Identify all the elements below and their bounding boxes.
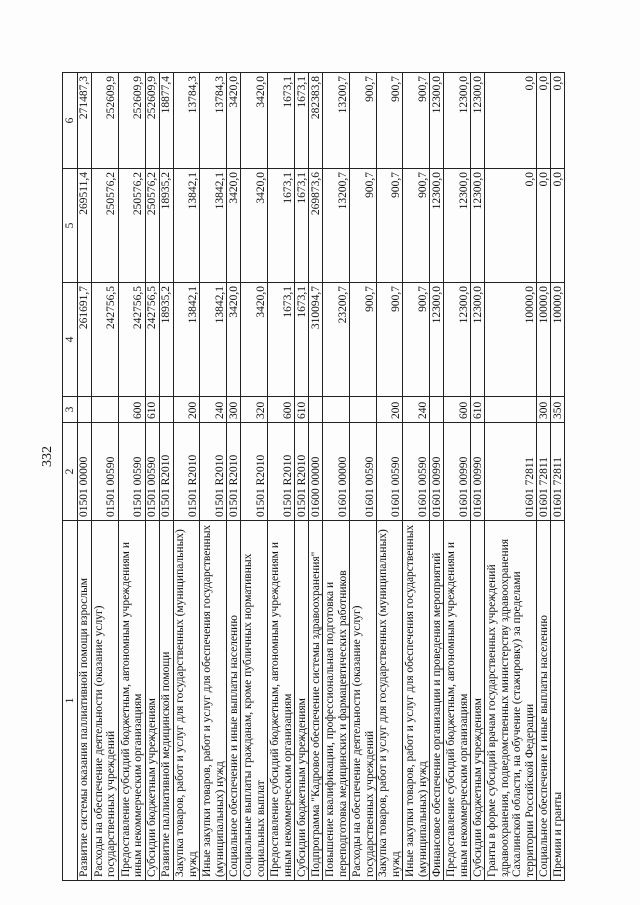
table-cell-c6: 900,7 <box>403 73 430 169</box>
table-cell-c6: 271487,3 <box>78 73 92 169</box>
table-cell-c4: 18935,2 <box>160 283 174 397</box>
table-cell-code: 01601 00990 <box>444 423 471 521</box>
table-cell-c5: 3420,0 <box>241 169 268 283</box>
table-cell-c5: 250576,2 <box>119 169 146 283</box>
table-cell-c4: 242756,5 <box>92 283 119 397</box>
table-cell-c4: 261691,7 <box>78 283 92 397</box>
table-cell-vr <box>160 397 174 423</box>
table-cell-c4: 10000,0 <box>551 283 565 397</box>
table-cell-c6: 900,7 <box>377 73 403 169</box>
table-cell-code: 01501 R2010 <box>227 423 241 521</box>
column-header: 3 <box>63 397 78 423</box>
table-row <box>350 73 377 881</box>
table-cell-vr: 200 <box>174 397 200 423</box>
table-cell-c6: 900,7 <box>350 73 377 169</box>
table-cell-name: Развитие системы оказания паллиативной помощи взрослым <box>78 521 92 881</box>
table-cell-c5: 0,0 <box>551 169 565 283</box>
table-cell-c6: 0,0 <box>551 73 565 169</box>
table-cell-c5: 0,0 <box>485 169 537 283</box>
table-cell-vr: 610 <box>471 397 485 423</box>
table-cell-c4: 13842,1 <box>174 283 200 397</box>
table-cell-c6: 13784,3 <box>174 73 200 169</box>
table-cell-c5: 12300,0 <box>430 169 444 283</box>
table-row <box>160 73 174 881</box>
table-cell-code: 01601 00990 <box>471 423 485 521</box>
table-cell-code: 01601 72811 <box>551 423 565 521</box>
table-cell-c6: 12300,0 <box>444 73 471 169</box>
budget-table <box>62 72 565 881</box>
table-cell-c5: 12300,0 <box>444 169 471 283</box>
table-cell-c4: 23200,7 <box>323 283 350 397</box>
table-cell-c4: 3420,0 <box>227 283 241 397</box>
column-header: 1 <box>63 521 78 881</box>
table-row <box>430 73 444 881</box>
table-cell-c6: 3420,0 <box>241 73 268 169</box>
table-cell-vr <box>92 397 119 423</box>
table-cell-c6: 13200,7 <box>323 73 350 169</box>
table-cell-c4: 12300,0 <box>444 283 471 397</box>
column-header: 6 <box>63 73 78 169</box>
table-cell-c5: 13200,7 <box>323 169 350 283</box>
table-row <box>309 73 323 881</box>
table-cell-name: Субсидии бюджетным учреждениям <box>295 521 309 881</box>
table-cell-code: 01501 R2010 <box>241 423 268 521</box>
table-row <box>403 73 430 881</box>
table-cell-name: Субсидии бюджетным учреждениям <box>471 521 485 881</box>
table-row <box>323 73 350 881</box>
table-row <box>268 73 295 881</box>
table-cell-name: Премии и гранты <box>551 521 565 881</box>
rotated-sheet <box>40 25 600 885</box>
table-cell-c5: 12300,0 <box>471 169 485 283</box>
table-cell-c4: 12300,0 <box>430 283 444 397</box>
table-cell-code: 01601 00990 <box>430 423 444 521</box>
table-cell-c5: 0,0 <box>537 169 551 283</box>
table-cell-c6: 12300,0 <box>430 73 444 169</box>
table-cell-code: 01501 R2010 <box>174 423 200 521</box>
table-cell-c6: 252609,9 <box>119 73 146 169</box>
table-cell-code: 01501 R2010 <box>268 423 295 521</box>
table-row <box>78 73 92 881</box>
table-cell-name: Гранты в форме субсидий врачам государственных учреждений здравоохранения, подведомственных министерству здравоохранения Сахалинской области, на обучение (стажировку) за пределами территории Российской Федерации <box>485 521 537 881</box>
table-cell-c5: 900,7 <box>403 169 430 283</box>
table-cell-c5: 900,7 <box>377 169 403 283</box>
table-row <box>295 73 309 881</box>
table-row <box>537 73 551 881</box>
table-cell-name: Закупка товаров, работ и услуг для государственных (муниципальных) нужд <box>377 521 403 881</box>
table-cell-code: 01600 00000 <box>309 423 323 521</box>
table-cell-c4: 900,7 <box>377 283 403 397</box>
table-cell-c6: 0,0 <box>537 73 551 169</box>
table-row <box>200 73 227 881</box>
table-row <box>551 73 565 881</box>
table-cell-c4: 12300,0 <box>471 283 485 397</box>
table-cell-c6: 12300,0 <box>471 73 485 169</box>
table-cell-c6: 3420,0 <box>227 73 241 169</box>
table-cell-c6: 13784,3 <box>200 73 227 169</box>
table-cell-c4: 1673,1 <box>295 283 309 397</box>
table-cell-name: Повышение квалификации, профессиональная подготовка и переподготовка медицинских и фармацевтических работников <box>323 521 350 881</box>
table-cell-c4: 3420,0 <box>241 283 268 397</box>
table-row <box>241 73 268 881</box>
table-cell-c4: 10000,0 <box>485 283 537 397</box>
table-cell-code: 01601 00000 <box>323 423 350 521</box>
table-cell-code: 01501 00590 <box>92 423 119 521</box>
table-cell-vr: 350 <box>551 397 565 423</box>
table-cell-c5: 1673,1 <box>295 169 309 283</box>
table-cell-c6: 252609,9 <box>92 73 119 169</box>
table-cell-vr: 300 <box>537 397 551 423</box>
table-cell-vr <box>78 397 92 423</box>
table-cell-c5: 269873,6 <box>309 169 323 283</box>
table-cell-c4: 242756,5 <box>146 283 160 397</box>
table-cell-c5: 269511,4 <box>78 169 92 283</box>
table-cell-name: Социальные выплаты гражданам, кроме публичных нормативных социальных выплат <box>241 521 268 881</box>
table-row <box>444 73 471 881</box>
table-cell-c5: 18935,2 <box>160 169 174 283</box>
table-cell-code: 01501 R2010 <box>200 423 227 521</box>
table-cell-name: Субсидии бюджетным учреждениям <box>146 521 160 881</box>
table-cell-code: 01601 00590 <box>377 423 403 521</box>
table-row <box>485 73 537 881</box>
table-cell-c5: 250576,2 <box>92 169 119 283</box>
table-cell-name: Финансовое обеспечение организации и проведения мероприятий <box>430 521 444 881</box>
table-cell-code: 01501 R2010 <box>295 423 309 521</box>
table-row <box>471 73 485 881</box>
table-cell-code: 01601 00590 <box>350 423 377 521</box>
table-cell-code: 01501 00590 <box>146 423 160 521</box>
table-cell-code: 01601 72811 <box>485 423 537 521</box>
table-cell-name: Предоставление субсидий бюджетным, автономным учреждениям и иным некоммерческим организациям <box>444 521 471 881</box>
table-cell-name: Иные закупки товаров, работ и услуг для обеспечения государственных (муниципальных) нужд <box>403 521 430 881</box>
table-cell-c5: 250576,2 <box>146 169 160 283</box>
table-cell-c4: 13842,1 <box>200 283 227 397</box>
table-cell-name: Закупка товаров, работ и услуг для государственных (муниципальных) нужд <box>174 521 200 881</box>
table-cell-c4: 900,7 <box>403 283 430 397</box>
table-cell-vr: 240 <box>403 397 430 423</box>
table-cell-c4: 900,7 <box>350 283 377 397</box>
table-row <box>146 73 160 881</box>
table-cell-vr: 320 <box>241 397 268 423</box>
table-body <box>78 73 565 881</box>
table-cell-vr: 200 <box>377 397 403 423</box>
table-cell-c5: 13842,1 <box>174 169 200 283</box>
table-cell-c5: 900,7 <box>350 169 377 283</box>
page-number: 332 <box>40 446 55 467</box>
table-cell-code: 01501 R2010 <box>160 423 174 521</box>
table-cell-name: Расходы на обеспечение деятельности (оказание услуг) государственных учреждений <box>92 521 119 881</box>
table-row <box>92 73 119 881</box>
table-cell-vr <box>350 397 377 423</box>
table-cell-c6: 282383,8 <box>309 73 323 169</box>
table-cell-name: Развитие паллиативной медицинской помощи <box>160 521 174 881</box>
table-cell-name: Социальное обеспечение и иные выплаты населению <box>227 521 241 881</box>
table-cell-vr: 600 <box>268 397 295 423</box>
table-cell-c4: 310094,7 <box>309 283 323 397</box>
table-cell-vr: 600 <box>444 397 471 423</box>
table-cell-code: 01601 00590 <box>403 423 430 521</box>
table-cell-vr: 600 <box>119 397 146 423</box>
table-cell-c5: 3420,0 <box>227 169 241 283</box>
table-row <box>227 73 241 881</box>
table-cell-code: 01501 00000 <box>78 423 92 521</box>
table-cell-name: Социальное обеспечение и иные выплаты населению <box>537 521 551 881</box>
table-cell-vr: 240 <box>200 397 227 423</box>
table-cell-name: Расходы на обеспечение деятельности (оказание услуг) государственных учреждений <box>350 521 377 881</box>
table-cell-c4: 10000,0 <box>537 283 551 397</box>
table-cell-c6: 0,0 <box>485 73 537 169</box>
table-cell-c4: 242756,5 <box>119 283 146 397</box>
column-header: 4 <box>63 283 78 397</box>
table-cell-c5: 1673,1 <box>268 169 295 283</box>
table-cell-vr: 610 <box>146 397 160 423</box>
table-cell-c6: 18877,4 <box>160 73 174 169</box>
table-cell-c6: 1673,1 <box>295 73 309 169</box>
table-cell-c6: 1673,1 <box>268 73 295 169</box>
table-row <box>119 73 146 881</box>
table-cell-code: 01501 00590 <box>119 423 146 521</box>
table-cell-vr <box>430 397 444 423</box>
table-cell-vr <box>323 397 350 423</box>
table-cell-vr <box>485 397 537 423</box>
table-cell-name: Предоставление субсидий бюджетным, автономным учреждениям и иным некоммерческим организациям <box>119 521 146 881</box>
table-row <box>174 73 200 881</box>
column-header: 2 <box>63 423 78 521</box>
table-cell-vr <box>309 397 323 423</box>
table-cell-name: Предоставление субсидий бюджетным, автономным учреждениям и иным некоммерческим организациям <box>268 521 295 881</box>
table-cell-vr: 300 <box>227 397 241 423</box>
table-row <box>377 73 403 881</box>
table-cell-vr: 610 <box>295 397 309 423</box>
table-cell-c6: 252609,9 <box>146 73 160 169</box>
table-cell-code: 01601 72811 <box>537 423 551 521</box>
table-cell-c5: 13842,1 <box>200 169 227 283</box>
column-header: 5 <box>63 169 78 283</box>
table-cell-name: Подпрограмма "Кадровое обеспечение системы здравоохранения" <box>309 521 323 881</box>
table-header-row <box>63 73 78 881</box>
table-cell-name: Иные закупки товаров, работ и услуг для обеспечения государственных (муниципальных) нужд <box>200 521 227 881</box>
table-cell-c4: 1673,1 <box>268 283 295 397</box>
